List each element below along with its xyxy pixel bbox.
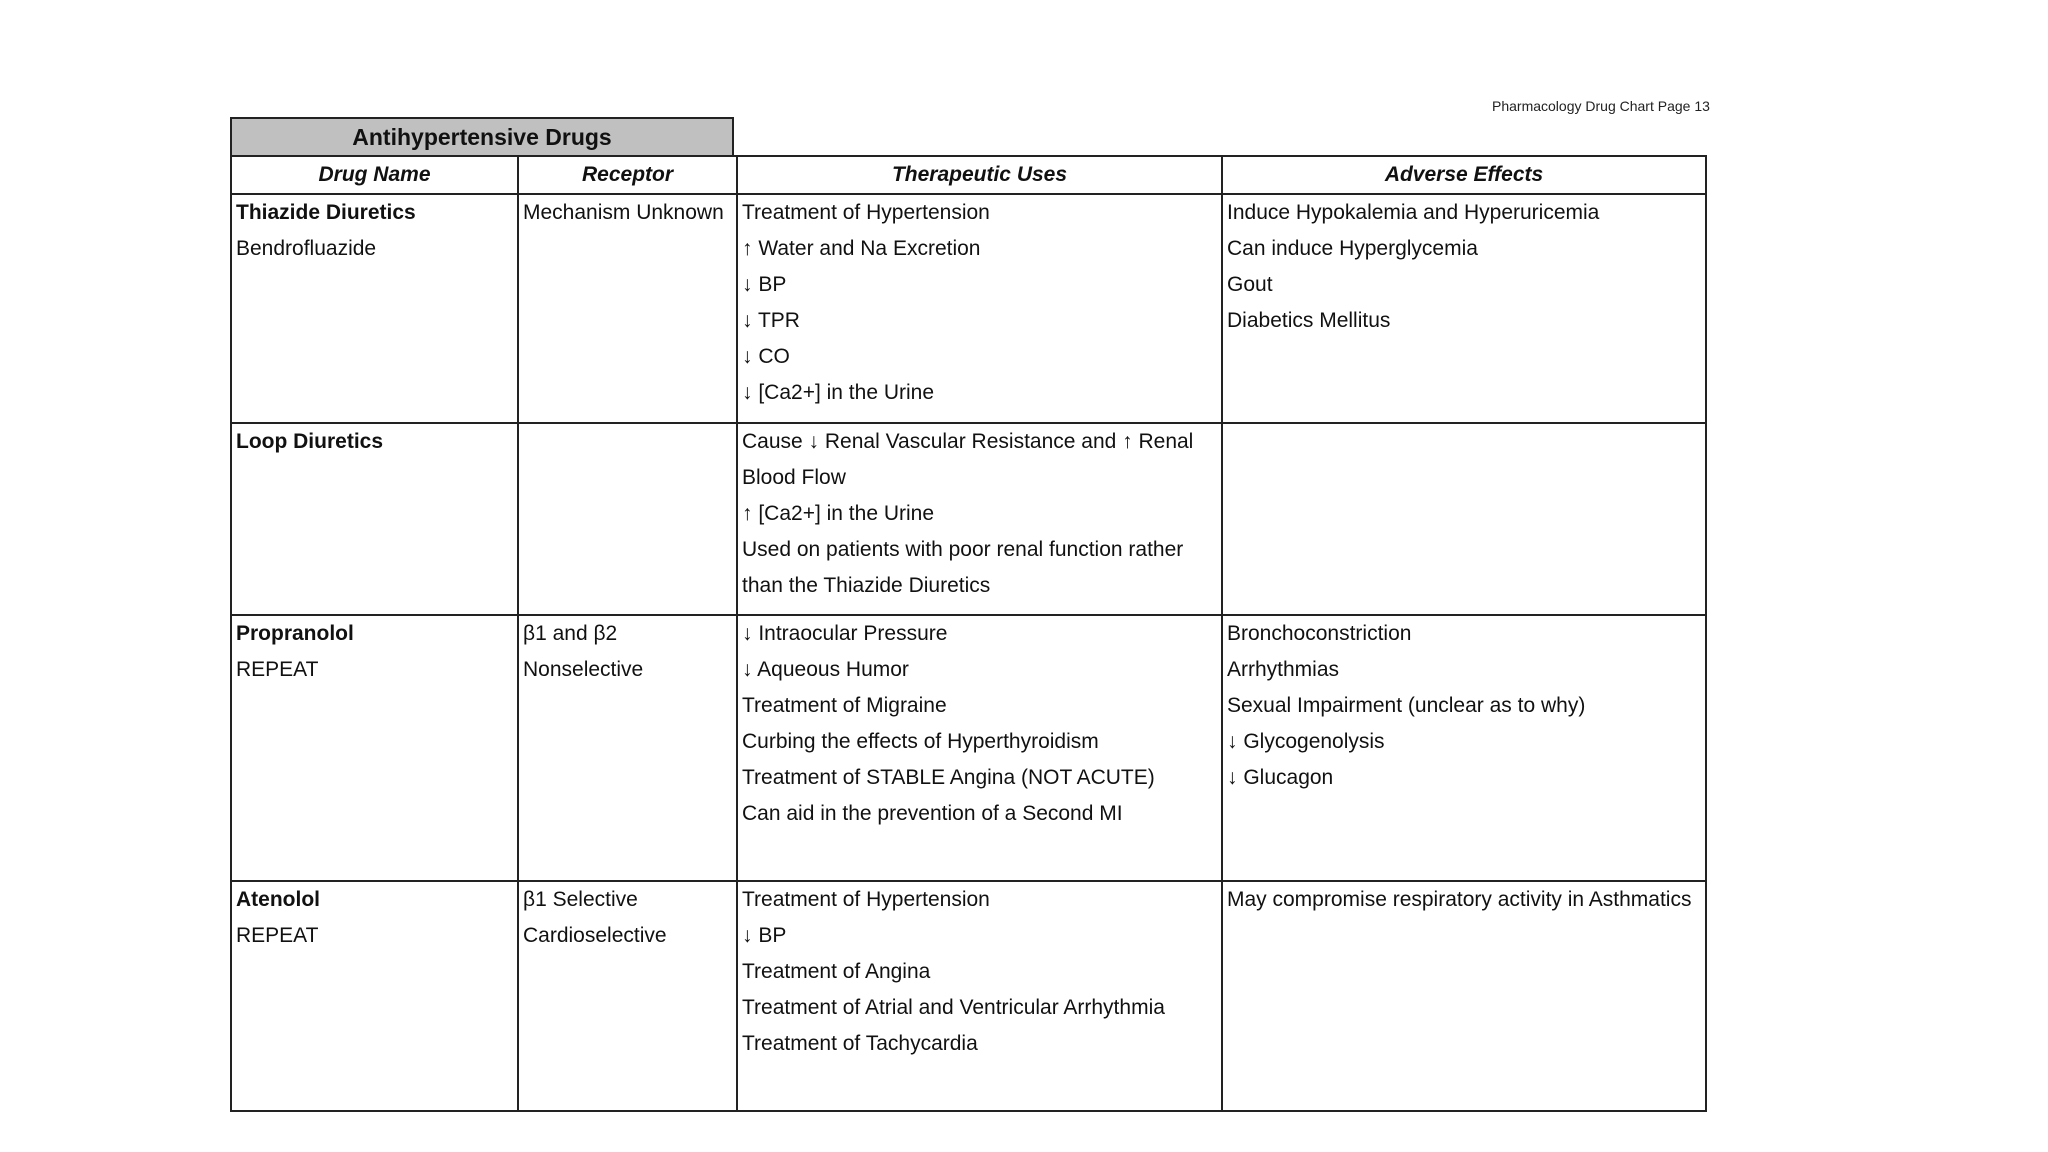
- drug-subtitle: REPEAT: [236, 924, 319, 947]
- table-row: [231, 615, 1706, 881]
- use-item: Treatment of STABLE Angina (NOT ACUTE): [742, 766, 1155, 789]
- table-row: [231, 881, 1706, 1111]
- table-row: [231, 194, 1706, 423]
- drug-table: [230, 155, 1707, 1112]
- use-item: Treatment of Hypertension: [742, 201, 990, 224]
- use-item: ↓ BP: [742, 924, 787, 947]
- drug-name: Atenolol: [236, 888, 320, 911]
- receptor-cell: [518, 881, 737, 1111]
- use-item: Treatment of Migraine: [742, 694, 947, 717]
- receptor-item: Mechanism Unknown: [523, 201, 724, 224]
- uses-cell: [737, 615, 1222, 881]
- column-header-therapeutic-uses: Therapeutic Uses: [737, 156, 1222, 194]
- column-header-drug-name: Drug Name: [231, 156, 518, 194]
- column-header-adverse-effects: Adverse Effects: [1222, 156, 1706, 194]
- use-item: ↓ [Ca2+] in the Urine: [742, 381, 935, 404]
- receptor-item: β1 and β2: [523, 622, 618, 645]
- effect-item: Diabetics Mellitus: [1227, 309, 1391, 332]
- effects-cell: [1222, 615, 1706, 881]
- effect-item: Arrhythmias: [1227, 658, 1340, 681]
- column-header-receptor: Receptor: [518, 156, 737, 194]
- use-item: Treatment of Tachycardia: [742, 1032, 978, 1055]
- use-item: ↓ Aqueous Humor: [742, 658, 909, 681]
- drug-subtitle: Bendrofluazide: [236, 237, 377, 260]
- drug-cell: [231, 615, 518, 881]
- table-row: [231, 423, 1706, 615]
- table-title: Antihypertensive Drugs: [230, 117, 734, 155]
- effect-item: ↓ Glycogenolysis: [1227, 730, 1385, 753]
- drug-name: Thiazide Diuretics: [236, 201, 416, 224]
- uses-cell: [737, 194, 1222, 423]
- uses-cell: [737, 423, 1222, 615]
- effect-item: May compromise respiratory activity in Asthmatics: [1227, 888, 1692, 911]
- uses-cell: [737, 881, 1222, 1111]
- effects-cell: [1222, 194, 1706, 423]
- use-item: ↓ CO: [742, 345, 790, 368]
- use-item: ↑ [Ca2+] in the Urine: [742, 502, 935, 525]
- use-item: Treatment of Hypertension: [742, 888, 990, 911]
- drug-name: Loop Diuretics: [236, 430, 384, 453]
- effect-item: Can induce Hyperglycemia: [1227, 237, 1478, 260]
- use-item: Curbing the effects of Hyperthyroidism: [742, 730, 1099, 753]
- use-item: ↓ BP: [742, 273, 787, 296]
- drug-cell: [231, 881, 518, 1111]
- use-item: Used on patients with poor renal function rather than the Thiazide Diuretics: [742, 538, 1184, 597]
- drug-subtitle: REPEAT: [236, 658, 319, 681]
- drug-cell: [231, 194, 518, 423]
- use-item: ↑ Water and Na Excretion: [742, 237, 981, 260]
- receptor-item: Nonselective: [523, 658, 644, 681]
- receptor-cell: [518, 615, 737, 881]
- receptor-cell: [518, 423, 737, 615]
- drug-name: Propranolol: [236, 622, 354, 645]
- use-item: Treatment of Angina: [742, 960, 931, 983]
- header-row: [231, 156, 1706, 194]
- use-item: Treatment of Atrial and Ventricular Arrhythmia: [742, 996, 1165, 1019]
- drug-cell: [231, 423, 518, 615]
- effect-item: ↓ Glucagon: [1227, 766, 1334, 789]
- use-item: Can aid in the prevention of a Second MI: [742, 802, 1123, 825]
- receptor-cell: [518, 194, 737, 423]
- effect-item: Gout: [1227, 273, 1273, 296]
- receptor-item: Cardioselective: [523, 924, 667, 947]
- effect-item: Bronchoconstriction: [1227, 622, 1412, 645]
- effects-cell: [1222, 881, 1706, 1111]
- use-item: Cause ↓ Renal Vascular Resistance and ↑ Renal Blood Flow: [742, 430, 1194, 489]
- effect-item: Sexual Impairment (unclear as to why): [1227, 694, 1586, 717]
- use-item: ↓ Intraocular Pressure: [742, 622, 948, 645]
- effect-item: Induce Hypokalemia and Hyperuricemia: [1227, 201, 1600, 224]
- effects-cell: [1222, 423, 1706, 615]
- use-item: ↓ TPR: [742, 309, 800, 332]
- receptor-item: β1 Selective: [523, 888, 638, 911]
- page-header: Pharmacology Drug Chart Page 13: [1492, 98, 1710, 114]
